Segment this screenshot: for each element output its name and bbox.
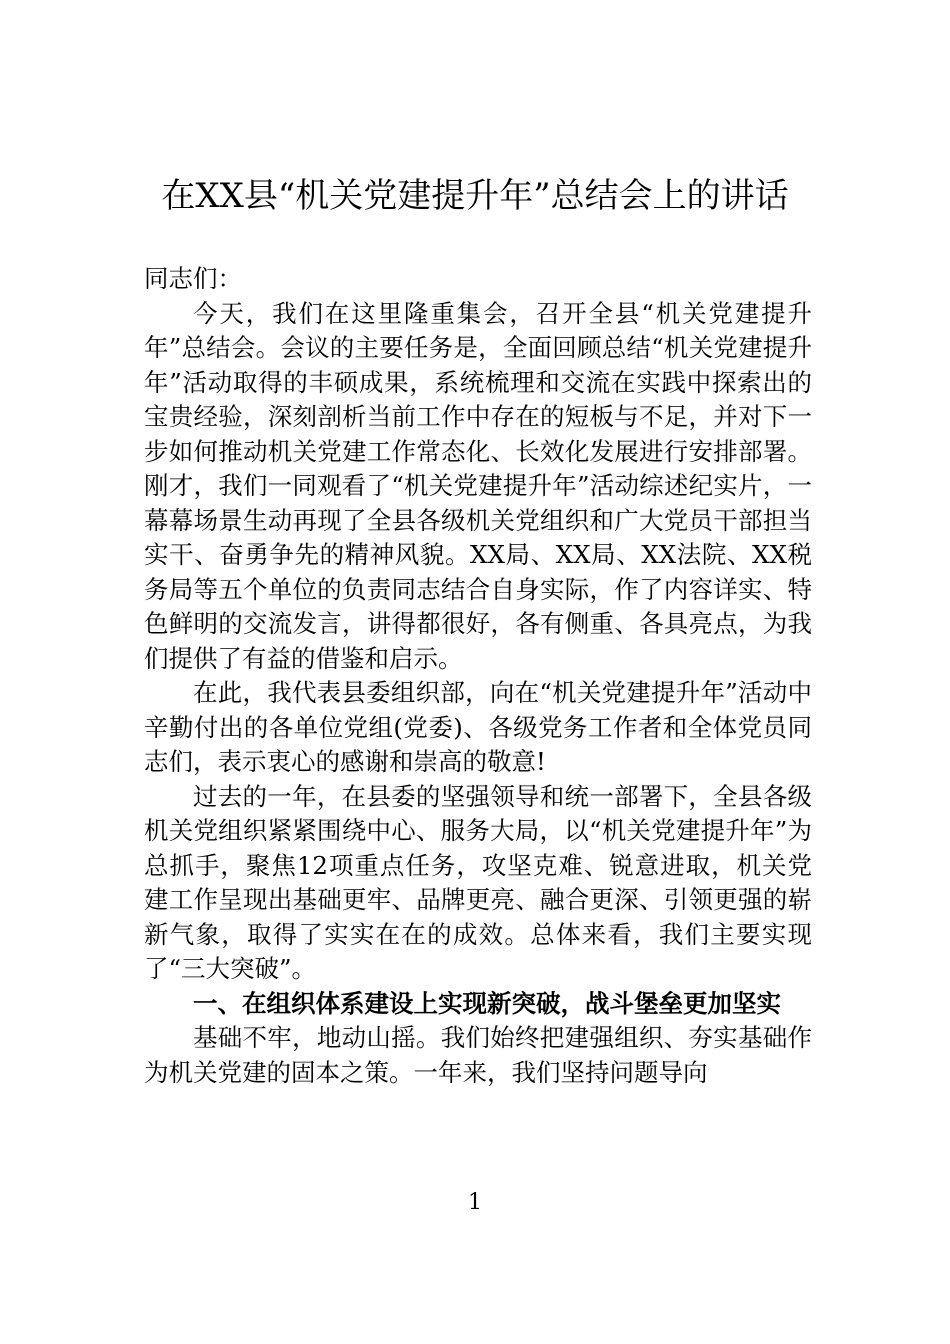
section-heading: 一、在组织体系建设上实现新突破，战斗堡垒更加坚实 [193, 988, 781, 1018]
paragraph-thanks: 在此，我代表县委组织部，向在“机关党建提升年”活动中辛勤付出的各单位党组(党委)、各级党务工作者和全体党员同志们，表示衷心的感谢和崇高的敬意! [144, 678, 812, 776]
salutation: 同志们： [144, 264, 242, 293]
page-number: 1 [468, 1190, 482, 1215]
document-body [144, 262, 812, 1090]
paragraph-summary: 过去的一年，在县委的坚强领导和统一部署下，全县各级机关党组织紧紧围绕中心、服务大局，以“机关党建提升年”为总抓手，聚焦12项重点任务，攻坚克难、锐意进取，机关党建工作呈现出基础更牢、品牌更亮、融合更深、引领更强的崭新气象，取得了实实在在的成效。总体来看，我们主要实现了“三大突破”。 [144, 781, 812, 983]
paragraph-section-one: 基础不牢，地动山摇。我们始终把建强组织、夯实基础作为机关党建的固本之策。一年来，我们坚持问题导向 [144, 1023, 812, 1087]
document-title: 在XX县“机关党建提升年”总结会上的讲话 [161, 176, 789, 216]
paragraph-intro: 今天，我们在这里隆重集会，召开全县“机关党建提升年”总结会。会议的主要任务是，全面回顾总结“机关党建提升年”活动取得的丰硕成果，系统梳理和交流在实践中探索出的宝贵经验，深刻剖析当前工作中存在的短板与不足，并对下一步如何推动机关党建工作常态化、长效化发展进行安排部署。刚才，我们一同观看了“机关党建提升年”活动综述纪实片，一幕幕场景生动再现了全县各级机关党组织和广大党员干部担当实干、奋勇争先的精神风貌。XX局、XX局、XX法院、XX税务局等五个单位的负责同志结合自身实际，作了内容详实、特色鲜明的交流发言，讲得都很好，各有侧重、各具亮点，为我们提供了有益的借鉴和启示。 [144, 298, 812, 673]
